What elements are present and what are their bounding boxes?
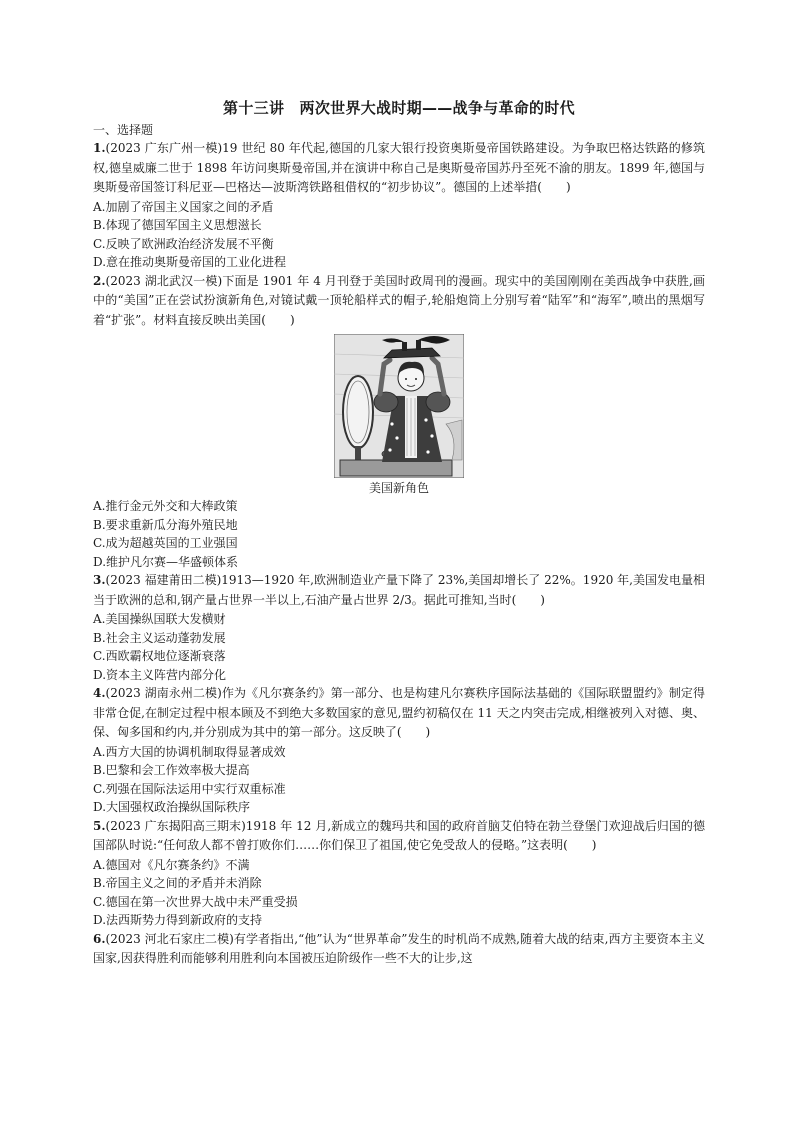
question-text: (2023 广东广州一模)19 世纪 80 年代起,德国的几家大银行投资奥斯曼帝国铁路建设。为争取巴格达铁路的修筑权,德皇威廉二世于 1898 年访问奥斯曼帝国,并在演讲中称自己是奥斯曼帝国苏丹至死不渝的朋友。1899 年,德国与奥斯曼帝国签订科尼亚—巴格达—波斯湾铁路租借权的“初步协议”。德国的上述举措( ): [93, 141, 705, 194]
question-stem: [93, 139, 705, 198]
cartoon-figure: [93, 334, 705, 497]
option-b[interactable]: B.帝国主义之间的矛盾并未消除: [93, 876, 262, 890]
question-5: [93, 817, 705, 930]
page-content: [93, 98, 705, 969]
option-c[interactable]: C.德国在第一次世界大战中未严重受损: [93, 894, 298, 909]
question-6: [93, 930, 705, 969]
option-list: [93, 743, 705, 817]
option-b[interactable]: B.社会主义运动蓬勃发展: [93, 630, 226, 645]
option-b[interactable]: B.要求重新瓜分海外殖民地: [93, 517, 238, 532]
question-text: (2023 湖南永州二模)作为《凡尔赛条约》第一部分、也是构建凡尔赛秩序国际法基础的《国际联盟盟约》制定得非常仓促,在制定过程中根本顾及不到绝大多数国家的意见,盟约初稿仅在 11 天之内突击完成,相继被列入对德、奥、保、匈多国和约内,并分别成为其中的第一部分。这反映了( ): [93, 686, 705, 739]
question-number: 4.: [93, 686, 106, 700]
option-list: [93, 610, 705, 684]
option-d[interactable]: D.法西斯势力得到新政府的支持: [93, 913, 263, 927]
question-number: 3.: [93, 573, 106, 587]
question-stem: [93, 817, 705, 856]
question-text: (2023 福建莆田二模)1913—1920 年,欧洲制造业产量下降了 23%,美国却增长了 22%。1920 年,美国发电量相当于欧洲的总和,钢产量占世界一半以上,石油产量占世界 2/3。据此可推知,当时( ): [93, 573, 705, 607]
question-4: [93, 684, 705, 817]
page-title: 第十三讲 两次世界大战时期——战争与革命的时代: [223, 99, 575, 117]
question-text: (2023 湖北武汉一模)下面是 1901 年 4 月刊登于美国时政周刊的漫画。现实中的美国刚刚在美西战争中获胜,画中的“美国”正在尝试扮演新角色,对镜试戴一顶轮船样式的帽子,轮船炮筒上分别写着“陆军”和“海军”,喷出的黑烟写着“扩张”。材料直接反映出美国( ): [93, 273, 705, 327]
option-d[interactable]: D.意在推动奥斯曼帝国的工业化进程: [93, 255, 287, 269]
question-stem: [93, 571, 705, 610]
question-text: (2023 广东揭阳高三期末)1918 年 12 月,新成立的魏玛共和国的政府首脑艾伯特在勃兰登堡门欢迎战后归国的德国部队时说:“任何敌人都不曾打败你们……你们保卫了祖国,使它免受敌人的侵略。”这表明( ): [93, 818, 705, 852]
question-stem: [93, 272, 705, 331]
option-list: [93, 198, 705, 272]
option-d[interactable]: D.维护凡尔赛—华盛顿体系: [93, 554, 239, 569]
question-stem: [93, 930, 705, 969]
section-heading: 一、选择题: [93, 123, 154, 137]
figure-caption: 美国新角色: [368, 481, 429, 495]
option-c[interactable]: C.反映了欧洲政治经济发展不平衡: [93, 236, 274, 251]
option-c[interactable]: C.西欧霸权地位逐渐衰落: [93, 649, 226, 663]
cartoon-image: [334, 334, 464, 478]
option-c[interactable]: C.列强在国际法运用中实行双重标准: [93, 781, 286, 796]
question-2: [93, 272, 705, 572]
option-a[interactable]: A.西方大国的协调机制取得显著成效: [93, 744, 286, 759]
option-a[interactable]: A.加剧了帝国主义国家之间的矛盾: [93, 199, 274, 214]
question-number: 2.: [93, 273, 106, 288]
question-number: 1.: [93, 141, 106, 155]
question-number: 6.: [93, 931, 106, 946]
question-stem: [93, 684, 705, 743]
option-d[interactable]: D.大国强权政治操纵国际秩序: [93, 800, 251, 814]
option-b[interactable]: B.体现了德国军国主义思想滋长: [93, 218, 262, 232]
option-d[interactable]: D.资本主义阵营内部分化: [93, 667, 227, 682]
question-1: [93, 139, 705, 272]
option-c[interactable]: C.成为超越英国的工业强国: [93, 536, 238, 550]
question-number: 5.: [93, 818, 106, 833]
option-a[interactable]: A.推行金元外交和大棒政策: [93, 499, 238, 513]
option-a[interactable]: A.德国对《凡尔赛条约》不满: [93, 857, 250, 872]
option-a[interactable]: A.美国操纵国联大发横财: [93, 612, 226, 626]
option-b[interactable]: B.巴黎和会工作效率极大提高: [93, 763, 250, 777]
question-3: [93, 571, 705, 684]
option-list: [93, 497, 705, 571]
question-text: (2023 河北石家庄二模)有学者指出,“他”认为“世界革命”发生的时机尚不成熟,随着大战的结束,西方主要资本主义国家,因获得胜利而能够利用胜利向本国被压迫阶级作一些不大的让步,这: [93, 931, 705, 965]
option-list: [93, 856, 705, 930]
